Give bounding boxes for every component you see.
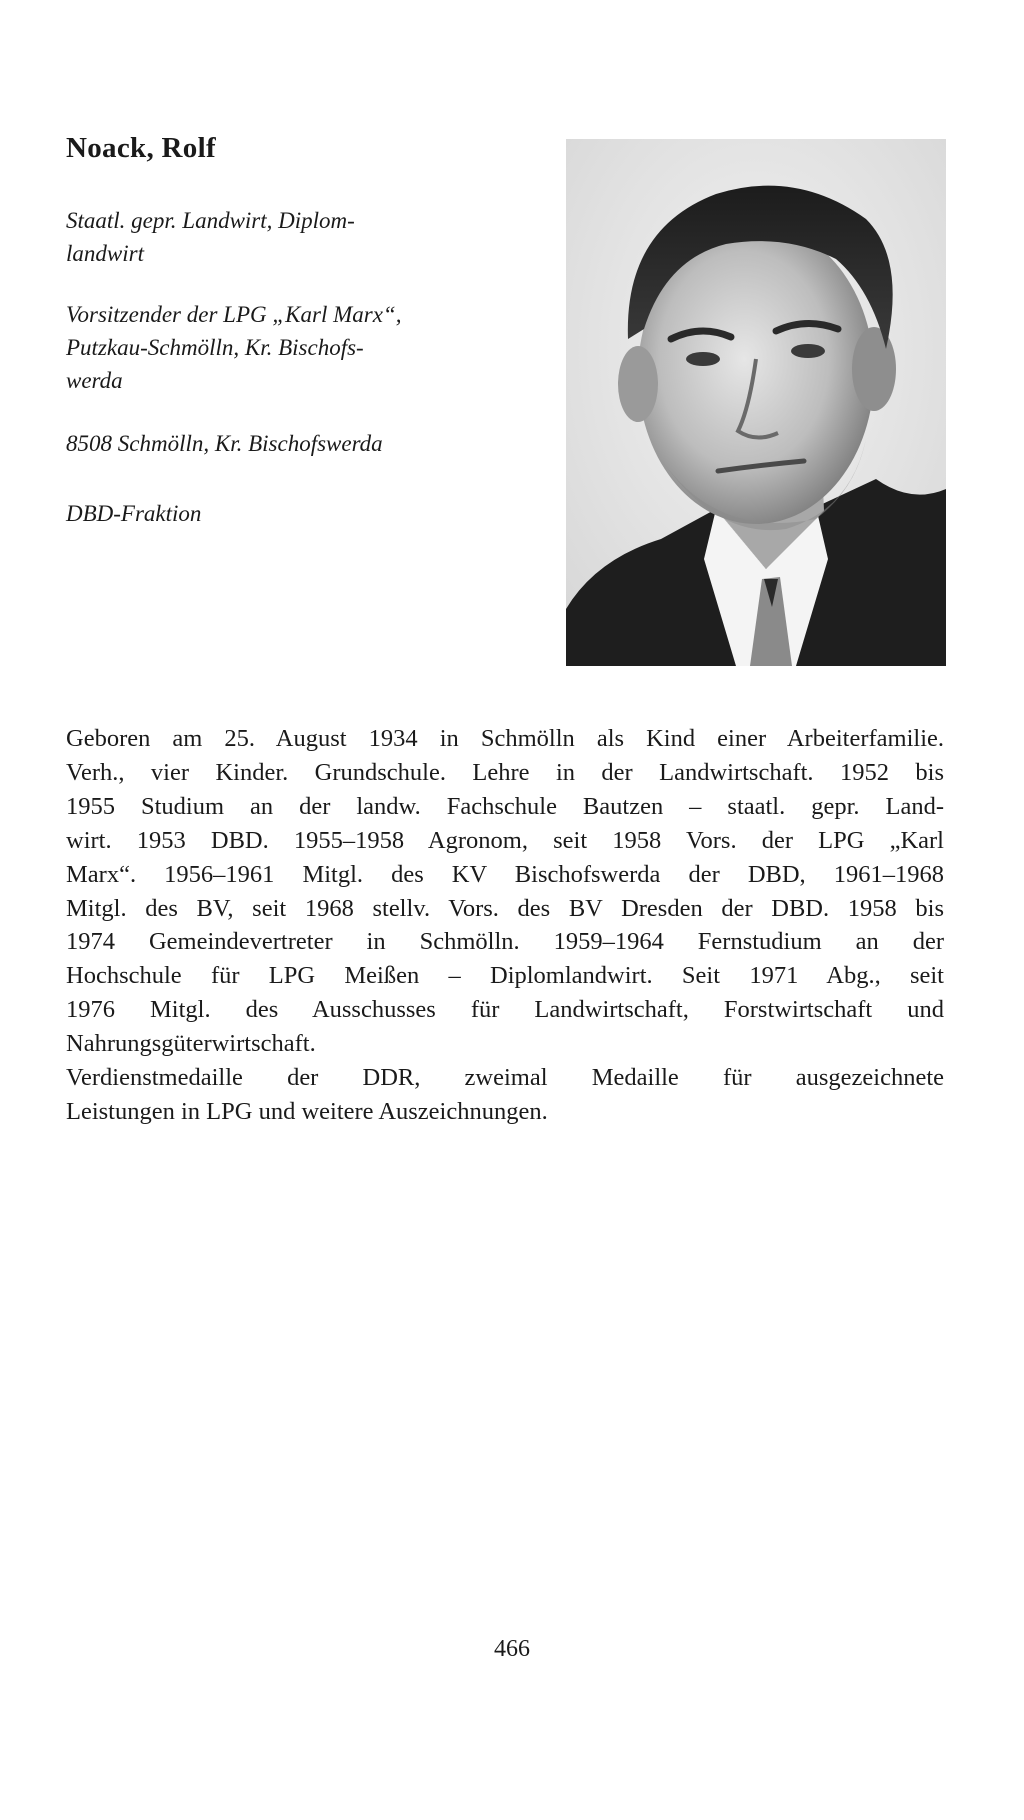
biography-line: Hochschule für LPG Meißen – Diplomlandwirt. Seit 1971 Abg., seit	[66, 962, 944, 990]
person-name: Noack, Rolf	[66, 132, 216, 164]
portrait-photo	[566, 139, 946, 666]
biography-line: 1974 Gemeindevertreter in Schmölln. 1959–1964 Fernstudium an der	[66, 928, 944, 956]
biography-line: Mitgl. des BV, seit 1968 stellv. Vors. des BV Dresden der DBD. 1958 bis	[66, 894, 944, 922]
faction	[66, 497, 486, 530]
address	[66, 427, 486, 460]
biography-line: 1955 Studium an der landw. Fachschule Bautzen – staatl. gepr. Land-	[66, 792, 944, 820]
biography-line: Verh., vier Kinder. Grundschule. Lehre in der Landwirtschaft. 1952 bis	[66, 758, 944, 786]
biography-line: Verdienstmedaille der DDR, zweimal Medaille für ausgezeichnete	[66, 1064, 944, 1092]
position-line: werda	[66, 368, 123, 393]
biography-line: Nahrungsgüterwirtschaft.	[66, 1030, 316, 1058]
profession-line: landwirt	[66, 241, 144, 266]
biography-line: 1976 Mitgl. des Ausschusses für Landwirtschaft, Forstwirtschaft und	[66, 996, 944, 1024]
biography-line: Leistungen in LPG und weitere Auszeichnungen.	[66, 1097, 548, 1125]
position-line: Putzkau-Schmölln, Kr. Bischofs-	[66, 335, 364, 360]
address-line: 8508 Schmölln, Kr. Bischofswerda	[66, 431, 383, 456]
page-number: 466	[494, 1636, 530, 1662]
biography	[66, 722, 944, 1129]
biography-line: Geboren am 25. August 1934 in Schmölln als Kind einer Arbeiterfamilie.	[66, 725, 944, 752]
profession-line: Staatl. gepr. Landwirt, Diplom-	[66, 208, 355, 233]
biography-line: Marx“. 1956–1961 Mitgl. des KV Bischofswerda der DBD, 1961–1968	[66, 860, 944, 888]
profession	[66, 204, 486, 270]
position-line: Vorsitzender der LPG „Karl Marx“,	[66, 302, 402, 327]
faction-line: DBD-Fraktion	[66, 501, 202, 526]
biography-line: wirt. 1953 DBD. 1955–1958 Agronom, seit 1958 Vors. der LPG „Karl	[66, 826, 944, 854]
position	[66, 298, 486, 397]
